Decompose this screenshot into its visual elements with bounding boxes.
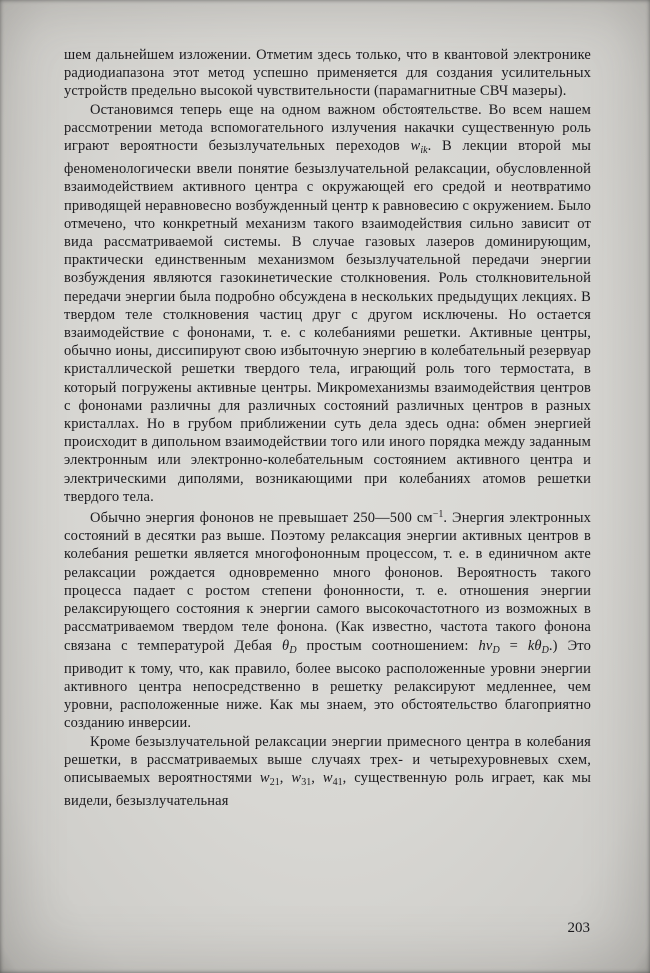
text-run-italic: kθ [527, 637, 542, 654]
text-run-subitalic: D [289, 644, 297, 656]
text-run-italic: w [259, 769, 270, 786]
text-run-subitalic: D [541, 644, 549, 656]
paragraph: Обычно энергия фононов не превышает 250—500 $см^{-1}$. Энергия электронных состояний в десятки раз выше. Поэтому релаксация энергии активных центров в колебания решетки является многофононным процессом, т. е. в единичном акте релаксации рождается одновременно много фононов. Вероятность такого процесса падает с ростом степени фононности, т. е. отношения энергии релаксирующего состояния к энергии самого высокочастотного из возможных в рассматриваемом твердом теле фонона. (Как известно, частота такого фонона связана с температурой Дебая $\theta_D$ простым соотношением: $h\nu_D = k\theta_D$.) Это приводит к тому, что, как правило, более высоко расположенные уровни энергии активного центра непосредственно в решетку релаксируют медленнее, чем уровни, расположенные ниже. Как мы знаем, это обстоятельство благоприятно созданию инверсии. [64, 509, 591, 732]
text-run-italic: w [322, 769, 333, 786]
text-run-sub: 41 [332, 776, 343, 788]
paragraph: шем дальнейшем изложении. Отметим здесь только, что в квантовой электронике радиодиапазона этот метод успешно применяется для создания усилительных устройств предельно высокой чувствительности (парамагнитные СВЧ мазеры). [64, 47, 591, 100]
text-run-italic: θ [282, 637, 290, 654]
text-run-italic: w [291, 769, 302, 786]
paragraph: Остановимся теперь еще на одном важном обстоятельстве. Во всем нашем рассмотрении метода вспомогательного излучения накачки существенную роль играют вероятности безызлучательных переходов $w_{ik}$. В лекции второй мы феноменологически ввели понятие безызлучательной релаксации, обусловленной взаимодействием активного центра с окружающей его средой и неотвратимо приводящей неравновесно возбужденный центр к равновесию с окружением. Было отмечено, что конкретный механизм такого взаимодействия сильно зависит от вида рассматриваемой системы. В случае газовых лазеров доминирующим, практически единственным механизмом безызлучательной передачи энергии возбуждения являются газокинетические столкновения. Роль столкновительной передачи энергии была подробно обсуждена в нескольких предыдущих лекциях. В твердом теле столкновения частиц друг с другом исключены. Но остается взаимодействие с фононами, т. е. с колебаниями решетки. Активные центры, обычно ионы, диссипируют свою избыточную энергию в колебательный резервуар кристаллической решетки твердого тела, играющий роль того термостата, в который погружены активные центры. Микромеханизмы взаимодействия центров с фононами различны для различных состояний различных центров в разных кристаллах. Но в грубом приближении суть дела здесь одна: обмен энергией происходит в дипольном взаимодействии того или иного порядка между заданным электронным или электронно-колебательным состоянием активного центра и электрическими диполями, возникающими при колебаниях атомов решетки твердого тела. [64, 101, 591, 505]
page-text [64, 46, 591, 810]
text-run-subitalic: ik [420, 145, 428, 157]
text-run-subitalic: D [492, 644, 500, 656]
text-run-italic: w [410, 138, 421, 155]
text-run-sub: 21 [269, 776, 280, 788]
page-number: 203 [567, 920, 590, 936]
text-run-italic: hν [478, 637, 493, 654]
text-run-sup: −1 [432, 509, 444, 521]
paragraph: Кроме безызлучательной релаксации энергии примесного центра в колебания решетки, в рассматриваемых выше случаях трех- и четырехуровневых схем, описываемых вероятностями $w_{21}$, $w_{31}$, $w_{41}$, существенную роль играет, как мы видели, безызлучательная [64, 733, 591, 810]
text-run-sub: 31 [301, 776, 312, 788]
